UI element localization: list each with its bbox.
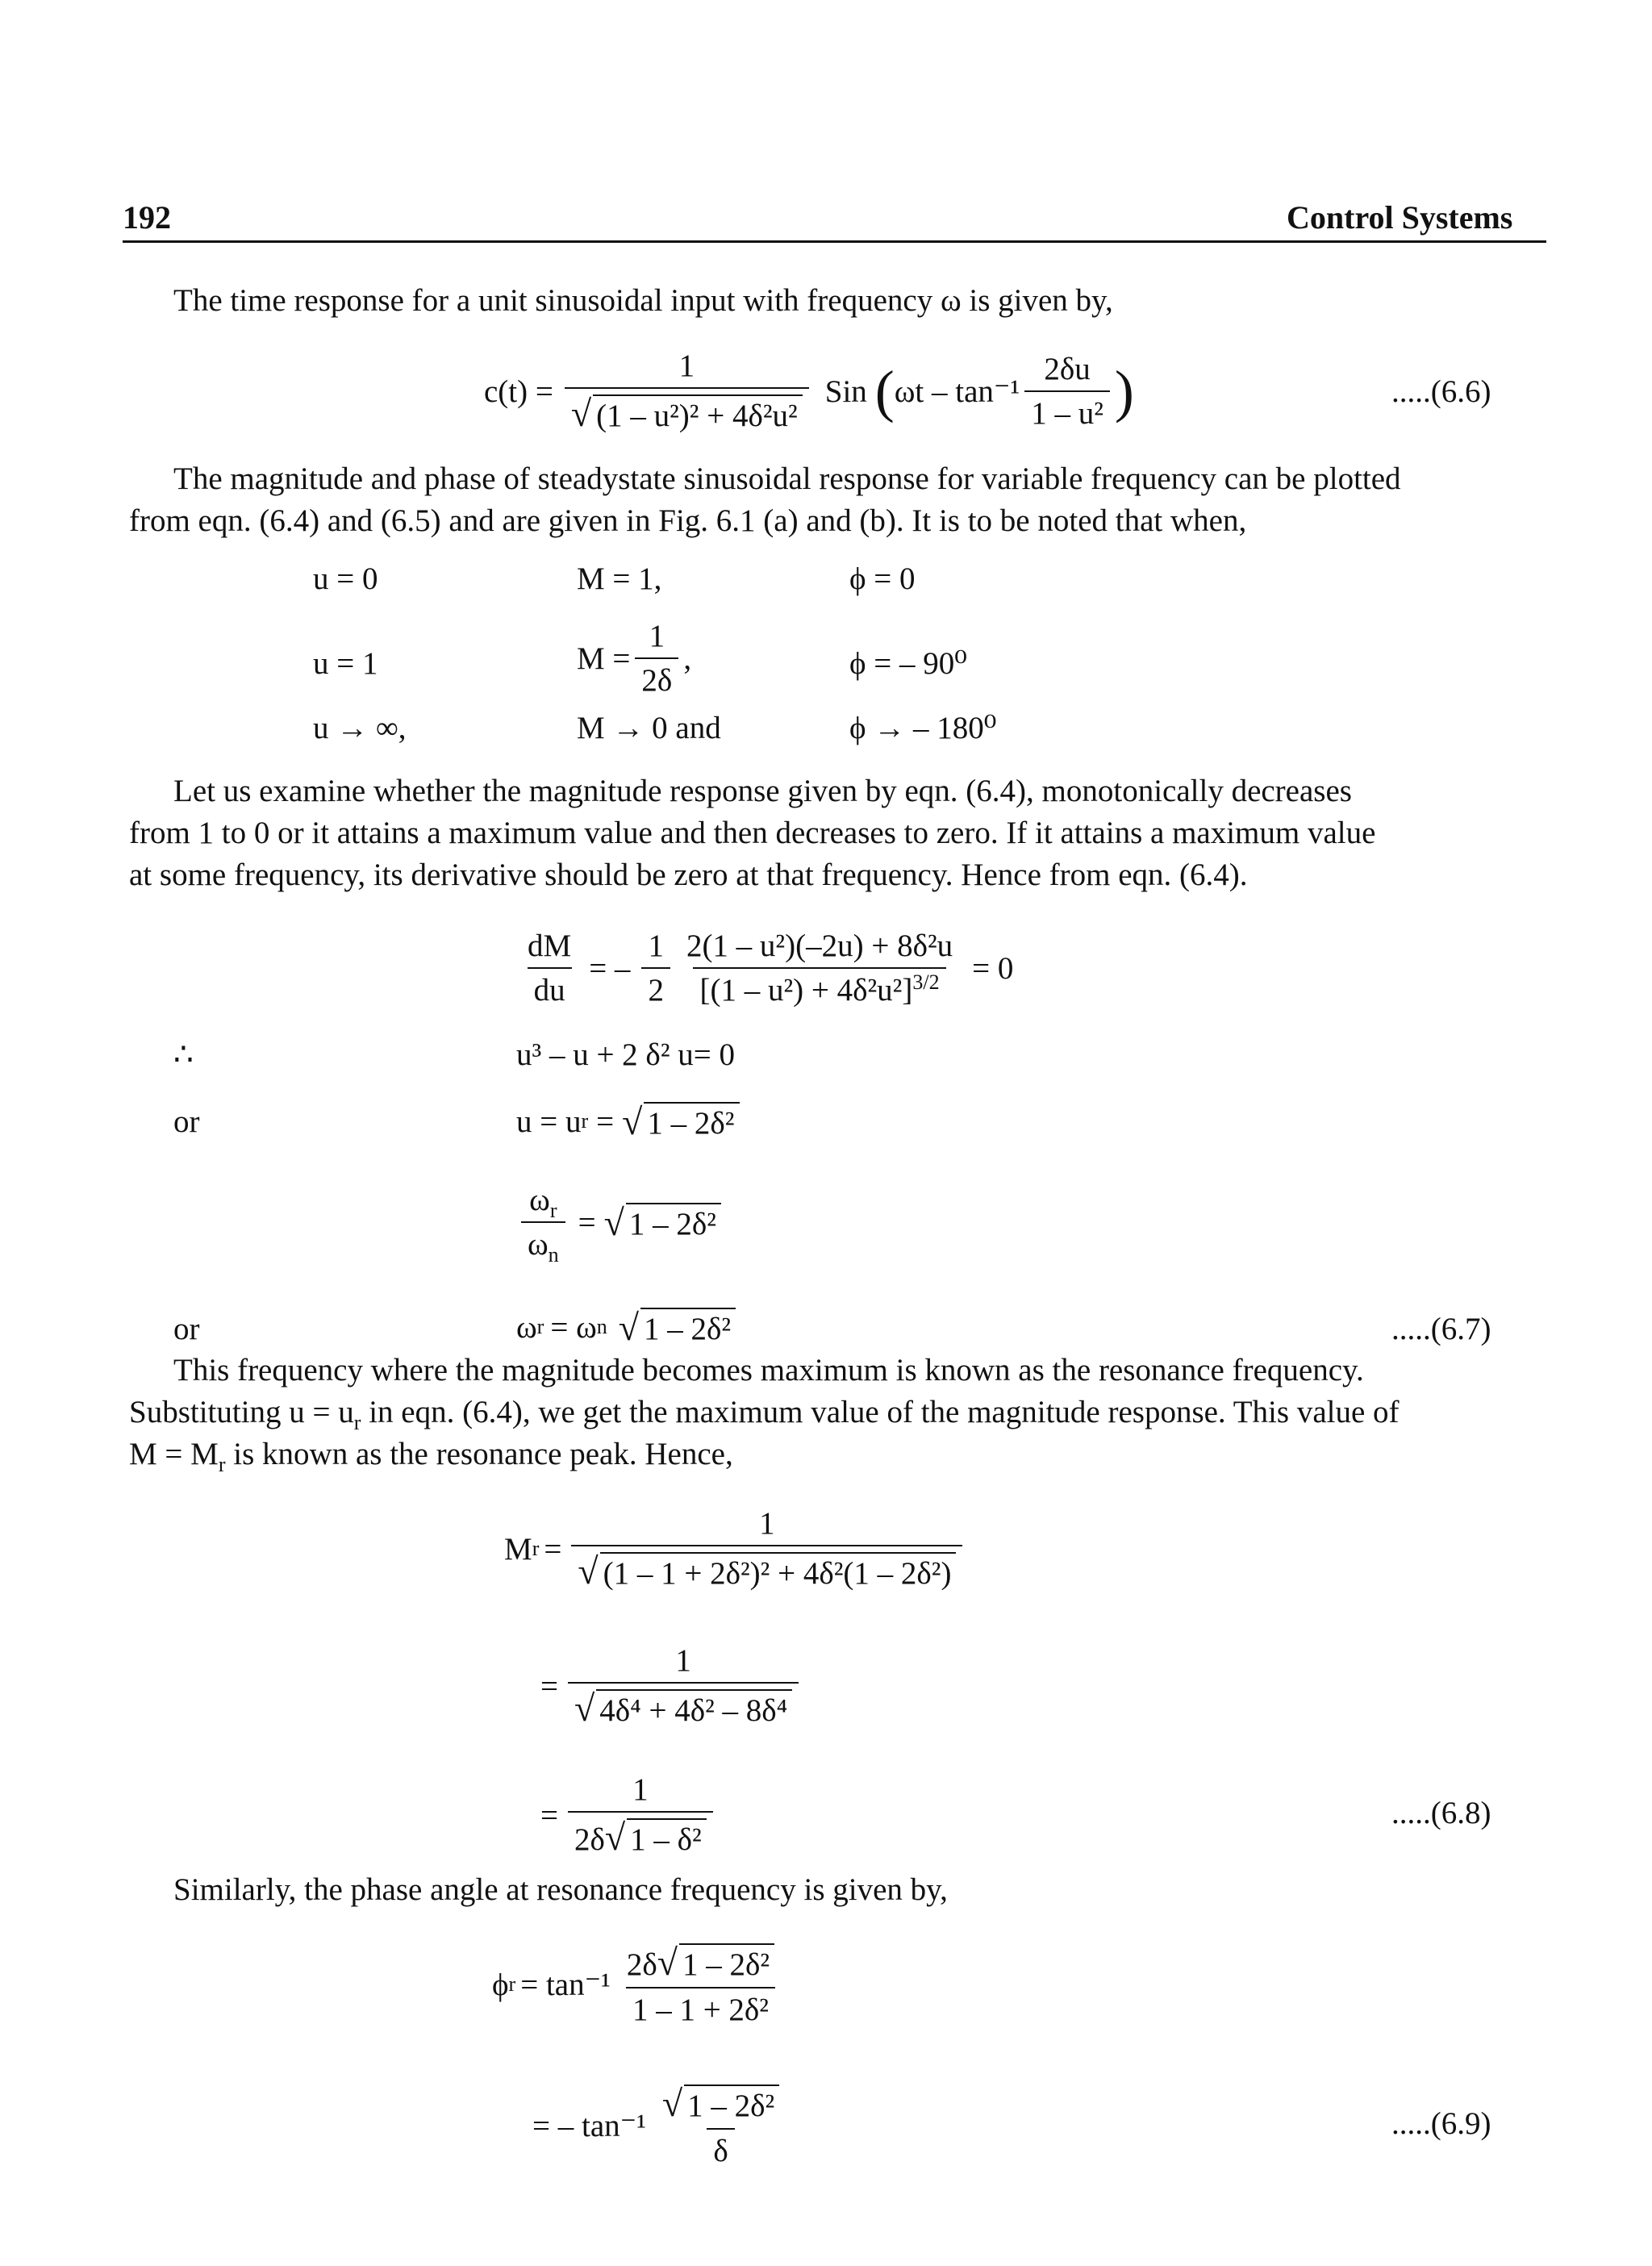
phi-r-denominator-2: δ	[707, 2128, 734, 2169]
intro-text: The time response for a unit sinusoidal input with frequency ω is given by,	[173, 283, 1113, 318]
ratio-eq: =	[578, 1204, 596, 1240]
paragraph-line: from 1 to 0 or it attains a maximum value and then decreases to zero. If it attains a maximum value	[129, 816, 1376, 850]
case-phi-1: ϕ = – 90⁰	[849, 646, 967, 681]
radical-icon: √	[578, 1550, 599, 1592]
radical-icon: √	[622, 1100, 643, 1142]
ratio-radicand: 1 – 2δ²	[626, 1203, 721, 1242]
mr-eq-2: =	[540, 1668, 558, 1704]
eq-6-6-arg: ωt – tan⁻¹	[894, 373, 1020, 409]
phi-r-eq2: = – tan⁻¹	[532, 2108, 646, 2143]
case-m-1-fraction	[635, 618, 678, 699]
page-number: 192	[123, 199, 171, 236]
para3-line3-tail: is known as the resonance peak. Hence,	[225, 1437, 733, 1471]
mr-lhs: M	[504, 1531, 532, 1567]
case-u-1: u = 1	[313, 646, 378, 681]
eq-6-7-lhs: ω	[516, 1309, 537, 1345]
case-m-1-numerator: 1	[649, 619, 665, 653]
omega-r: ω	[529, 1183, 550, 1217]
deriv-main-denominator	[693, 967, 945, 1008]
mr-eq: =	[544, 1531, 562, 1567]
mr-eq-3: =	[540, 1797, 558, 1833]
phi-r-fraction-2	[656, 2082, 786, 2169]
deriv-rhs: = 0	[972, 950, 1014, 986]
equation-6-8-step-1: M r = $\frac{1}{\text{√ (1 – 1 + 2δ²)² + 4δ²(1 – 2δ²)}}$	[504, 1492, 967, 1605]
header-rule	[123, 240, 1546, 243]
eq-6-6-denominator	[565, 387, 809, 435]
deriv-den-body: [(1 – u²) + 4δ²u²]	[699, 973, 913, 1008]
dm-du-denominator: du	[528, 967, 572, 1008]
mr-step1-radicand: (1 – 1 + 2δ²)² + 4δ²(1 – 2δ²)	[600, 1552, 957, 1592]
equation-6-8-step-3	[540, 1759, 718, 1872]
para3-line2-sub: r	[353, 1410, 361, 1434]
phi-r-denominator: 1 – 1 + 2δ²	[626, 1987, 775, 2028]
eq-6-6-arg-numerator: 2δu	[1044, 352, 1091, 386]
paragraph-magnitude-phase	[129, 458, 1549, 542]
right-paren-icon: )	[1114, 359, 1134, 424]
phi-r-eq: = tan⁻¹	[520, 1967, 611, 2002]
radical-icon: √	[574, 1688, 595, 1729]
para3-line3-sub: r	[218, 1452, 226, 1476]
phi-r-num-prefix: 2δ	[626, 1947, 657, 1982]
mr-step3-prefix: 2δ	[574, 1822, 605, 1857]
mr-step1-numerator: 1	[759, 1506, 775, 1541]
omega-ratio-fraction	[521, 1182, 565, 1267]
omega-ratio-numerator	[523, 1182, 563, 1221]
equation-6-7: ω r = ω n √ 1 – 2δ²	[516, 1295, 736, 1359]
radical-icon: √	[570, 393, 592, 434]
half-fraction	[641, 928, 670, 1008]
dm-du-fraction	[521, 928, 578, 1008]
ur-equation: u = u r = √ 1 – 2δ²	[516, 1089, 740, 1154]
therefore-symbol: ∴	[173, 1037, 194, 1072]
running-title: Control Systems	[1287, 199, 1513, 236]
ratio-equation	[516, 1174, 721, 1271]
radical-icon: √	[661, 2083, 683, 2124]
case-u-0: u = 0	[313, 561, 378, 596]
eq-6-6-fraction	[565, 348, 809, 435]
paragraph-line: The magnitude and phase of steadystate sinusoidal response for variable frequency can be plotted	[173, 461, 1401, 496]
mr-step3-fraction	[568, 1771, 713, 1859]
cubic-equation: u³ – u + 2 δ² u= 0	[516, 1037, 736, 1072]
deriv-eq-minus: = –	[589, 950, 631, 986]
dm-du-numerator: dM	[528, 929, 572, 963]
eq-6-7-eq: = ω	[550, 1309, 597, 1345]
radical-icon: √	[604, 1817, 626, 1858]
derivative-equation	[516, 920, 1013, 1016]
mr-step3-denominator	[568, 1811, 713, 1859]
mr-step1-fraction	[571, 1505, 962, 1592]
case-m-1	[577, 618, 691, 699]
ur-radicand: 1 – 2δ²	[644, 1102, 739, 1141]
paragraph-resonance	[129, 1350, 1549, 1475]
paragraph-line	[129, 1392, 1549, 1433]
case-phi-0: ϕ = 0	[849, 561, 916, 596]
eq-6-9-label: .....(6.9)	[1391, 2106, 1491, 2141]
deriv-main-fraction	[680, 928, 959, 1008]
eq-6-6-arg-denominator: 1 – u²	[1024, 390, 1110, 432]
deriv-den-exponent: 3/2	[912, 970, 940, 994]
radical-icon: √	[657, 1942, 678, 1983]
phi-r-numerator	[620, 1941, 781, 1987]
case-m-inf: M → 0 and	[577, 711, 721, 745]
mr-step2-numerator: 1	[675, 1643, 691, 1678]
mr-step1-denominator	[571, 1545, 962, 1592]
omega-n-sub: n	[548, 1242, 559, 1267]
half-denominator: 2	[641, 967, 670, 1008]
omega-n: ω	[528, 1227, 549, 1262]
case-m-1-lhs: M =	[577, 641, 631, 676]
para3-line3-head: M = M	[129, 1437, 219, 1471]
eq-6-7-radicand: 1 – 2δ²	[640, 1308, 736, 1347]
equation-6-9-step-2	[532, 2073, 791, 2178]
half-numerator: 1	[648, 929, 664, 963]
case-m-1-denominator: 2δ	[635, 657, 678, 699]
or-label-6-7: or	[173, 1312, 200, 1346]
para3-line2-tail: in eqn. (6.4), we get the maximum value of the magnitude response. This value of	[361, 1395, 1400, 1429]
eq-6-6-arg-fraction	[1024, 351, 1110, 432]
deriv-main-numerator: 2(1 – u²)(–2u) + 8δ²u	[686, 929, 953, 963]
mr-step2-radicand: 4δ⁴ + 4δ² – 8δ⁴	[596, 1689, 792, 1729]
omega-ratio-denominator	[521, 1221, 565, 1267]
radical-icon: √	[603, 1201, 624, 1243]
eq-6-6-radicand: (1 – u²)² + 4δ²u²	[593, 394, 803, 434]
phi-r-numerator-2	[656, 2082, 786, 2128]
mr-step2-denominator	[568, 1682, 799, 1730]
case-u-inf: u → ∞,	[313, 711, 407, 745]
equation-6-9-step-1: ϕ r = tan⁻¹ $\frac{\text{2δ√ 1 – 2δ²}}{\text{1 – 1 + 2δ²}}$	[492, 1932, 786, 2037]
eq-6-7-label: .....(6.7)	[1391, 1312, 1491, 1346]
paragraph-line: This frequency where the magnitude becomes maximum is known as the resonance frequency.	[173, 1353, 1364, 1388]
left-paren-icon: (	[874, 359, 895, 424]
equation-6-6	[484, 339, 1134, 444]
case-m-1-tail: ,	[683, 641, 692, 676]
radical-icon: √	[618, 1306, 640, 1348]
case-m-0: M = 1,	[577, 561, 662, 596]
ur-eq: =	[596, 1104, 615, 1139]
eq-6-6-sin: Sin	[824, 373, 867, 409]
phi-r-lhs: ϕ	[492, 1967, 509, 2002]
or-label: or	[173, 1104, 200, 1139]
omega-r-sub: r	[549, 1198, 557, 1222]
case-phi-inf: ϕ → – 180⁰	[849, 711, 997, 745]
paragraph-line: at some frequency, its derivative should be zero at that frequency. Hence from eqn. (6.4).	[129, 858, 1248, 892]
equation-6-8-step-2	[540, 1630, 803, 1742]
phi-r-num-radicand: 1 – 2δ²	[679, 1943, 774, 1983]
paragraph-line	[129, 1433, 1549, 1475]
paragraph-line: Let us examine whether the magnitude response given by eqn. (6.4), monotonically decreases	[173, 774, 1352, 808]
paragraph-line: from eqn. (6.4) and (6.5) and are given in Fig. 6.1 (a) and (b). It is to be noted that when,	[129, 503, 1247, 538]
phi-r-num2-radicand: 1 – 2δ²	[684, 2084, 779, 2124]
mr-step3-numerator: 1	[632, 1772, 649, 1807]
para3-line2-head: Substituting u = u	[129, 1395, 354, 1429]
eq-6-6-label: .....(6.6)	[1391, 374, 1491, 409]
paragraph-phase-angle: Similarly, the phase angle at resonance frequency is given by,	[173, 1872, 948, 1907]
phi-r-fraction	[620, 1941, 781, 2028]
eq-6-6-numerator: 1	[678, 348, 695, 383]
mr-step3-radicand: 1 – δ²	[627, 1818, 707, 1858]
paragraph-derivative	[129, 770, 1549, 896]
mr-step2-fraction	[568, 1642, 799, 1730]
ur-lhs: u = u	[516, 1104, 582, 1139]
eq-6-8-label: .....(6.8)	[1391, 1796, 1491, 1830]
eq-6-6-lhs: c(t) =	[484, 373, 553, 409]
